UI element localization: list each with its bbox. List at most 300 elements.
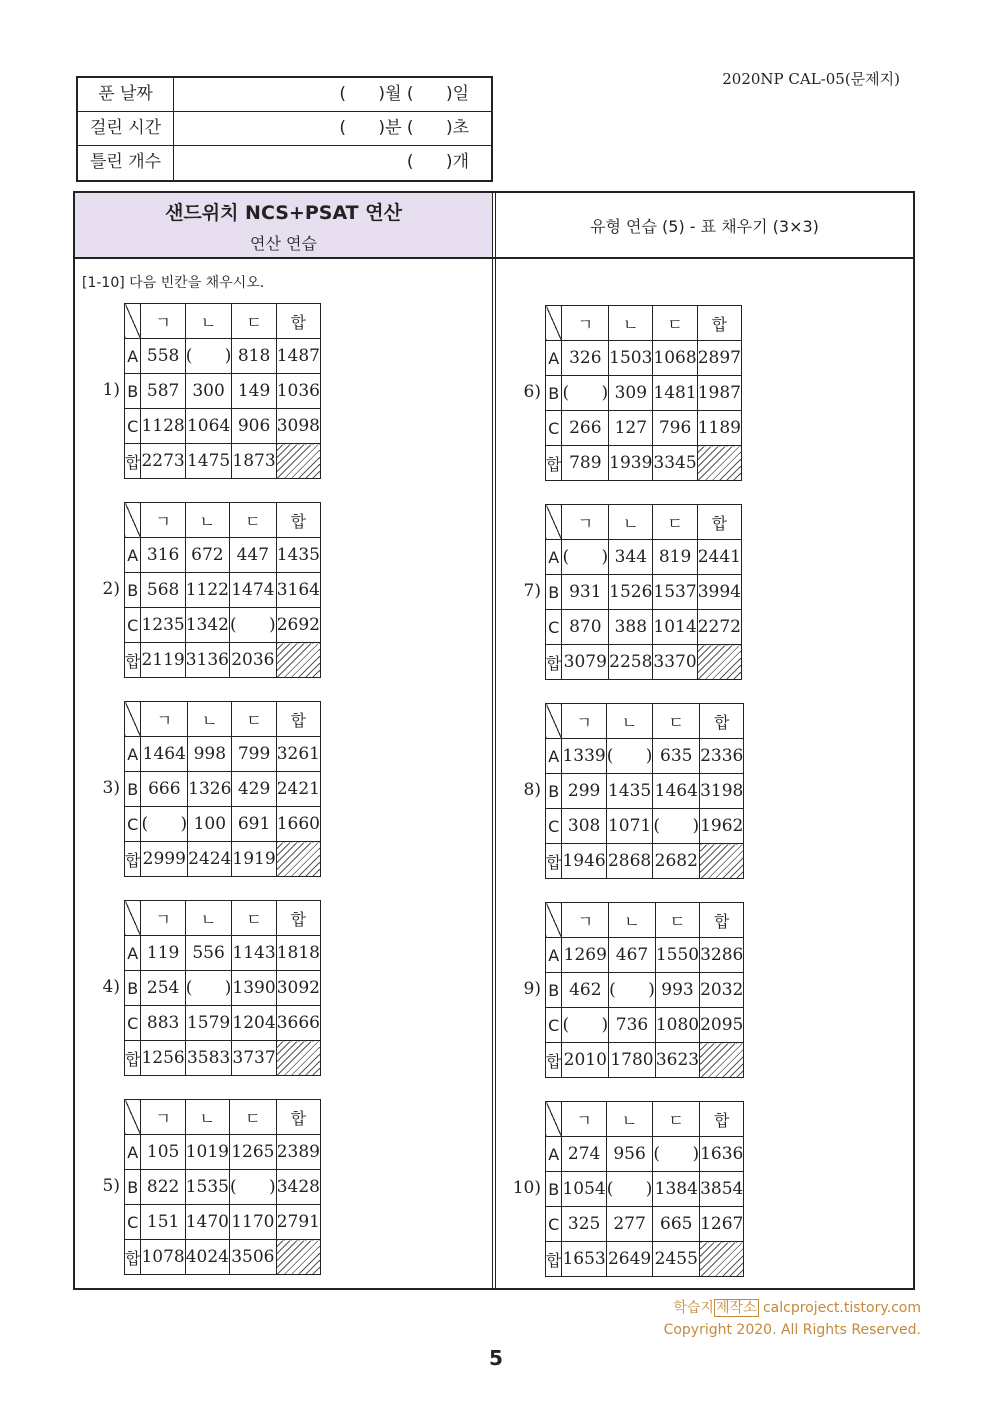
row-header: 합 bbox=[125, 842, 141, 877]
row-header: A bbox=[125, 936, 141, 971]
value-cell: 100 bbox=[188, 807, 232, 842]
hatched-cell bbox=[276, 444, 320, 479]
value-cell: 691 bbox=[232, 807, 276, 842]
value-cell: 3261 bbox=[276, 737, 320, 772]
table-row bbox=[546, 1242, 744, 1277]
value-cell: 1128 bbox=[141, 409, 185, 444]
value-cell: 3506 bbox=[230, 1240, 277, 1275]
row-header: B bbox=[125, 772, 141, 807]
problem-number: 3) bbox=[102, 778, 120, 798]
info-value[interactable]: ( )개 bbox=[406, 152, 469, 172]
value-cell: 344 bbox=[609, 540, 653, 575]
value-cell: 736 bbox=[609, 1008, 656, 1043]
table-row bbox=[546, 844, 744, 879]
value-cell: 1054 bbox=[562, 1172, 606, 1207]
table-row bbox=[125, 1240, 321, 1275]
value-cell: 1470 bbox=[185, 1205, 229, 1240]
sum-table bbox=[545, 703, 744, 879]
value-cell: 1474 bbox=[230, 573, 277, 608]
value-cell: 931 bbox=[562, 575, 609, 610]
value-cell: 796 bbox=[653, 411, 697, 446]
value-cell: 2036 bbox=[230, 643, 277, 678]
sum-table bbox=[545, 504, 742, 680]
value-cell: 672 bbox=[185, 538, 229, 573]
credit-boxed-text: 제작소 bbox=[715, 1300, 757, 1316]
blank-cell[interactable]: ( ) bbox=[653, 1137, 700, 1172]
value-cell: 2389 bbox=[276, 1135, 320, 1170]
row-header: 합 bbox=[546, 645, 562, 680]
row-header: 합 bbox=[125, 444, 141, 479]
row-header: 합 bbox=[125, 643, 141, 678]
column-header: ㄷ bbox=[653, 306, 697, 341]
value-cell: 429 bbox=[232, 772, 276, 807]
column-header: 합 bbox=[700, 903, 744, 938]
diagonal-corner-cell bbox=[546, 1102, 562, 1137]
value-cell: 2791 bbox=[276, 1205, 320, 1240]
value-cell: 2273 bbox=[141, 444, 185, 479]
row-header: C bbox=[125, 1006, 141, 1041]
value-cell: 1080 bbox=[655, 1008, 699, 1043]
column-header: ㄱ bbox=[562, 1102, 606, 1137]
column-header: ㄴ bbox=[609, 505, 653, 540]
value-cell: 1780 bbox=[609, 1043, 656, 1078]
table-row bbox=[546, 376, 742, 411]
column-header: ㄱ bbox=[562, 306, 609, 341]
info-row-date bbox=[78, 78, 491, 112]
value-cell: 3136 bbox=[185, 643, 229, 678]
row-header: A bbox=[125, 339, 141, 374]
value-cell: 467 bbox=[609, 938, 656, 973]
diagonal-corner-cell bbox=[125, 503, 141, 538]
diagonal-corner-cell bbox=[546, 505, 562, 540]
value-cell: 1339 bbox=[562, 739, 606, 774]
value-cell: 587 bbox=[141, 374, 185, 409]
problem-number: 7) bbox=[523, 581, 541, 601]
value-cell: 274 bbox=[562, 1137, 606, 1172]
value-cell: 3994 bbox=[697, 575, 741, 610]
value-cell: 1475 bbox=[185, 444, 232, 479]
sum-table bbox=[124, 701, 321, 877]
value-cell: 1256 bbox=[141, 1041, 185, 1076]
table-row bbox=[125, 842, 321, 877]
row-header: C bbox=[546, 809, 562, 844]
diagonal-corner-cell bbox=[125, 901, 141, 936]
problem-number: 2) bbox=[102, 579, 120, 599]
column-header: 합 bbox=[276, 304, 320, 339]
column-header: 합 bbox=[697, 505, 741, 540]
value-cell: 2010 bbox=[562, 1043, 609, 1078]
value-cell: 3854 bbox=[700, 1172, 744, 1207]
value-cell: 3286 bbox=[700, 938, 744, 973]
value-cell: 1537 bbox=[653, 575, 697, 610]
value-cell: 1987 bbox=[697, 376, 741, 411]
value-cell: 2868 bbox=[606, 844, 653, 879]
table-row bbox=[125, 1041, 321, 1076]
value-cell: 1636 bbox=[700, 1137, 744, 1172]
table-row bbox=[546, 1008, 744, 1043]
table-header-row bbox=[125, 503, 321, 538]
diagonal-corner-cell bbox=[546, 704, 562, 739]
table-row bbox=[546, 575, 742, 610]
table-row bbox=[546, 610, 742, 645]
value-cell: 308 bbox=[562, 809, 606, 844]
value-cell: 2421 bbox=[276, 772, 320, 807]
table-row bbox=[125, 1205, 321, 1240]
value-cell: 3737 bbox=[232, 1041, 276, 1076]
value-cell: 1269 bbox=[562, 938, 609, 973]
problem-number: 10) bbox=[512, 1178, 541, 1198]
table-row bbox=[125, 1006, 321, 1041]
table-row bbox=[546, 938, 744, 973]
table-row bbox=[125, 608, 321, 643]
row-header: B bbox=[125, 1170, 141, 1205]
problem-number: 8) bbox=[523, 780, 541, 800]
value-cell: 2649 bbox=[606, 1242, 653, 1277]
value-cell: 993 bbox=[655, 973, 699, 1008]
row-header: C bbox=[546, 1207, 562, 1242]
value-cell: 325 bbox=[562, 1207, 606, 1242]
value-cell: 266 bbox=[562, 411, 609, 446]
value-cell: 105 bbox=[141, 1135, 185, 1170]
value-cell: 1390 bbox=[232, 971, 276, 1006]
diagonal-corner-cell bbox=[125, 702, 141, 737]
column-header: ㄱ bbox=[562, 704, 606, 739]
row-header: A bbox=[546, 1137, 562, 1172]
row-header: A bbox=[546, 938, 562, 973]
table-row bbox=[125, 409, 321, 444]
sum-table bbox=[124, 900, 321, 1076]
value-cell: 1326 bbox=[188, 772, 232, 807]
column-header: ㄴ bbox=[185, 304, 232, 339]
blank-cell[interactable]: ( ) bbox=[562, 1008, 609, 1043]
sum-table bbox=[124, 303, 321, 479]
value-cell: 2692 bbox=[276, 608, 320, 643]
hatched-cell bbox=[276, 643, 320, 678]
value-cell: 3092 bbox=[276, 971, 320, 1006]
blank-cell[interactable]: ( ) bbox=[185, 339, 232, 374]
value-cell: 1526 bbox=[609, 575, 653, 610]
table-row bbox=[546, 973, 744, 1008]
value-cell: 316 bbox=[141, 538, 185, 573]
value-cell: 3198 bbox=[700, 774, 744, 809]
hatched-cell bbox=[276, 1041, 320, 1076]
column-divider bbox=[495, 193, 496, 1288]
row-header: B bbox=[125, 573, 141, 608]
table-row bbox=[125, 444, 321, 479]
value-cell: 3666 bbox=[276, 1006, 320, 1041]
value-cell: 1078 bbox=[141, 1240, 185, 1275]
table-row bbox=[125, 737, 321, 772]
value-cell: 1435 bbox=[606, 774, 653, 809]
value-cell: 1464 bbox=[141, 737, 188, 772]
instruction: [1-10] 다음 빈칸을 채우시오. bbox=[82, 275, 265, 291]
row-header: 합 bbox=[546, 1242, 562, 1277]
value-cell: 2095 bbox=[700, 1008, 744, 1043]
value-cell: 1189 bbox=[697, 411, 741, 446]
value-cell: 3583 bbox=[185, 1041, 232, 1076]
column-header: ㄷ bbox=[655, 903, 699, 938]
value-cell: 1487 bbox=[276, 339, 320, 374]
row-header: C bbox=[546, 610, 562, 645]
diagonal-corner-cell bbox=[546, 306, 562, 341]
blank-cell[interactable]: ( ) bbox=[230, 608, 277, 643]
value-cell: 558 bbox=[141, 339, 185, 374]
blank-cell[interactable]: ( ) bbox=[185, 971, 232, 1006]
problem-number: 1) bbox=[102, 380, 120, 400]
table-header-row bbox=[546, 903, 744, 938]
credit-line bbox=[600, 1297, 921, 1317]
header-divider bbox=[75, 257, 913, 259]
diagonal-corner-cell bbox=[125, 304, 141, 339]
column-header: ㄱ bbox=[141, 702, 188, 737]
info-value[interactable]: ( )분 ( )초 bbox=[339, 118, 469, 138]
table-row bbox=[546, 446, 742, 481]
table-row bbox=[546, 1137, 744, 1172]
credit-url[interactable]: calcproject.tistory.com bbox=[758, 1300, 921, 1316]
value-cell: 1535 bbox=[185, 1170, 229, 1205]
column-header: ㄴ bbox=[606, 704, 653, 739]
column-header: 합 bbox=[697, 306, 741, 341]
row-header: 합 bbox=[546, 844, 562, 879]
table-row bbox=[546, 1172, 744, 1207]
value-cell: 3164 bbox=[276, 573, 320, 608]
value-cell: 3345 bbox=[653, 446, 697, 481]
diagonal-corner-cell bbox=[125, 1100, 141, 1135]
row-header: 합 bbox=[125, 1041, 141, 1076]
column-header: ㄷ bbox=[232, 901, 276, 936]
table-row bbox=[546, 411, 742, 446]
value-cell: 1235 bbox=[141, 608, 185, 643]
value-cell: 1122 bbox=[185, 573, 229, 608]
value-cell: 2682 bbox=[653, 844, 700, 879]
value-cell: 462 bbox=[562, 973, 609, 1008]
column-header: ㄱ bbox=[562, 505, 609, 540]
blank-cell[interactable]: ( ) bbox=[562, 376, 609, 411]
value-cell: 819 bbox=[653, 540, 697, 575]
column-header: ㄷ bbox=[232, 702, 276, 737]
value-cell: 666 bbox=[141, 772, 188, 807]
value-cell: 151 bbox=[141, 1205, 185, 1240]
column-header: ㄱ bbox=[141, 901, 185, 936]
row-header: C bbox=[546, 1008, 562, 1043]
value-cell: 3623 bbox=[655, 1043, 699, 1078]
value-cell: 254 bbox=[141, 971, 185, 1006]
row-header: A bbox=[546, 739, 562, 774]
row-header: C bbox=[125, 1205, 141, 1240]
table-header-row bbox=[546, 1102, 744, 1137]
value-cell: 883 bbox=[141, 1006, 185, 1041]
worksheet-subtitle: 연산 연습 bbox=[250, 234, 317, 253]
value-cell: 1064 bbox=[185, 409, 232, 444]
table-row bbox=[546, 809, 744, 844]
value-cell: 2336 bbox=[700, 739, 744, 774]
exercise-type: 유형 연습 (5) - 표 채우기 (3×3) bbox=[590, 217, 819, 236]
row-header: A bbox=[125, 737, 141, 772]
value-cell: 556 bbox=[185, 936, 232, 971]
table-row bbox=[125, 971, 321, 1006]
info-label: 푼 날짜 bbox=[78, 78, 174, 111]
blank-cell[interactable]: ( ) bbox=[606, 739, 653, 774]
document-code: 2020NP CAL-05(문제지) bbox=[722, 70, 900, 88]
column-header: 합 bbox=[276, 1100, 320, 1135]
column-divider bbox=[492, 193, 493, 1288]
table-row bbox=[546, 540, 742, 575]
value-cell: 277 bbox=[606, 1207, 653, 1242]
info-value[interactable]: ( )월 ( )일 bbox=[339, 84, 469, 104]
value-cell: 2424 bbox=[188, 842, 232, 877]
column-header: ㄴ bbox=[185, 1100, 229, 1135]
value-cell: 1204 bbox=[232, 1006, 276, 1041]
value-cell: 2258 bbox=[609, 645, 653, 680]
table-row bbox=[125, 643, 321, 678]
value-cell: 1143 bbox=[232, 936, 276, 971]
column-header: ㄱ bbox=[141, 1100, 185, 1135]
value-cell: 326 bbox=[562, 341, 609, 376]
info-label: 틀린 개수 bbox=[78, 146, 174, 180]
value-cell: 309 bbox=[609, 376, 653, 411]
table-header-row bbox=[546, 306, 742, 341]
table-row bbox=[125, 573, 321, 608]
blank-cell[interactable]: ( ) bbox=[606, 1172, 653, 1207]
value-cell: 1071 bbox=[606, 809, 653, 844]
info-row-wrong bbox=[78, 146, 491, 180]
column-header: ㄱ bbox=[141, 503, 185, 538]
value-cell: 3370 bbox=[653, 645, 697, 680]
value-cell: 149 bbox=[232, 374, 276, 409]
column-header: ㄷ bbox=[653, 505, 697, 540]
row-header: B bbox=[546, 376, 562, 411]
row-header: B bbox=[125, 971, 141, 1006]
value-cell: 2455 bbox=[653, 1242, 700, 1277]
column-header: ㄷ bbox=[232, 304, 276, 339]
value-cell: 1435 bbox=[276, 538, 320, 573]
column-header: 합 bbox=[276, 503, 320, 538]
value-cell: 789 bbox=[562, 446, 609, 481]
value-cell: 2119 bbox=[141, 643, 185, 678]
table-header-row bbox=[125, 702, 321, 737]
blank-cell[interactable]: ( ) bbox=[141, 807, 188, 842]
value-cell: 956 bbox=[606, 1137, 653, 1172]
blank-cell[interactable]: ( ) bbox=[609, 973, 656, 1008]
value-cell: 998 bbox=[188, 737, 232, 772]
column-header: ㄴ bbox=[188, 702, 232, 737]
sum-table bbox=[124, 1099, 321, 1275]
value-cell: 1464 bbox=[653, 774, 700, 809]
row-header: A bbox=[546, 341, 562, 376]
table-header-row bbox=[125, 304, 321, 339]
table-header-row bbox=[125, 1100, 321, 1135]
row-header: C bbox=[125, 409, 141, 444]
column-header: ㄴ bbox=[609, 306, 653, 341]
value-cell: 127 bbox=[609, 411, 653, 446]
hatched-cell bbox=[697, 645, 741, 680]
value-cell: 1342 bbox=[185, 608, 229, 643]
row-header: B bbox=[546, 774, 562, 809]
hatched-cell bbox=[700, 1242, 744, 1277]
column-header: 합 bbox=[276, 901, 320, 936]
value-cell: 1660 bbox=[276, 807, 320, 842]
value-cell: 1014 bbox=[653, 610, 697, 645]
value-cell: 870 bbox=[562, 610, 609, 645]
diagonal-corner-cell bbox=[546, 903, 562, 938]
problem-number: 4) bbox=[102, 977, 120, 997]
value-cell: 665 bbox=[653, 1207, 700, 1242]
problem-number: 9) bbox=[523, 979, 541, 999]
value-cell: 2272 bbox=[697, 610, 741, 645]
table-row bbox=[125, 339, 321, 374]
sum-table bbox=[545, 902, 744, 1078]
row-header: C bbox=[546, 411, 562, 446]
value-cell: 2441 bbox=[697, 540, 741, 575]
table-row bbox=[546, 774, 744, 809]
column-header: ㄱ bbox=[141, 304, 185, 339]
blank-cell[interactable]: ( ) bbox=[562, 540, 609, 575]
column-header: 합 bbox=[276, 702, 320, 737]
problem-number: 6) bbox=[523, 382, 541, 402]
value-cell: 119 bbox=[141, 936, 185, 971]
value-cell: 1170 bbox=[230, 1205, 277, 1240]
value-cell: 4024 bbox=[185, 1240, 229, 1275]
table-header-row bbox=[125, 901, 321, 936]
table-row bbox=[546, 739, 744, 774]
value-cell: 906 bbox=[232, 409, 276, 444]
table-header-row bbox=[546, 704, 744, 739]
table-row bbox=[546, 645, 742, 680]
problem-number: 5) bbox=[102, 1176, 120, 1196]
table-row bbox=[125, 1170, 321, 1205]
value-cell: 1939 bbox=[609, 446, 653, 481]
value-cell: 1019 bbox=[185, 1135, 229, 1170]
table-row bbox=[125, 538, 321, 573]
value-cell: 1818 bbox=[276, 936, 320, 971]
value-cell: 1384 bbox=[653, 1172, 700, 1207]
info-label: 걸린 시간 bbox=[78, 112, 174, 145]
credit-text: 학습지 bbox=[673, 1300, 714, 1316]
row-header: A bbox=[125, 1135, 141, 1170]
column-header: ㄷ bbox=[230, 503, 277, 538]
value-cell: 3428 bbox=[276, 1170, 320, 1205]
blank-cell[interactable]: ( ) bbox=[653, 809, 700, 844]
value-cell: 1919 bbox=[232, 842, 276, 877]
worksheet-title: 샌드위치 NCS+PSAT 연산 bbox=[165, 202, 402, 224]
value-cell: 1579 bbox=[185, 1006, 232, 1041]
column-header: ㄴ bbox=[185, 503, 229, 538]
blank-cell[interactable]: ( ) bbox=[230, 1170, 277, 1205]
column-header: ㄴ bbox=[606, 1102, 653, 1137]
sum-table bbox=[545, 1101, 744, 1277]
row-header: A bbox=[125, 538, 141, 573]
value-cell: 1267 bbox=[700, 1207, 744, 1242]
column-header: ㄷ bbox=[230, 1100, 277, 1135]
value-cell: 1946 bbox=[562, 844, 606, 879]
column-header: 합 bbox=[700, 1102, 744, 1137]
column-header: ㄴ bbox=[185, 901, 232, 936]
value-cell: 3079 bbox=[562, 645, 609, 680]
row-header: B bbox=[546, 1172, 562, 1207]
value-cell: 447 bbox=[230, 538, 277, 573]
row-header: B bbox=[546, 575, 562, 610]
column-header: 합 bbox=[700, 704, 744, 739]
value-cell: 1550 bbox=[655, 938, 699, 973]
hatched-cell bbox=[276, 1240, 320, 1275]
value-cell: 388 bbox=[609, 610, 653, 645]
column-header: ㄴ bbox=[609, 903, 656, 938]
sum-table bbox=[545, 305, 742, 481]
value-cell: 1265 bbox=[230, 1135, 277, 1170]
column-header: ㄷ bbox=[653, 704, 700, 739]
value-cell: 2999 bbox=[141, 842, 188, 877]
row-header: 합 bbox=[546, 446, 562, 481]
